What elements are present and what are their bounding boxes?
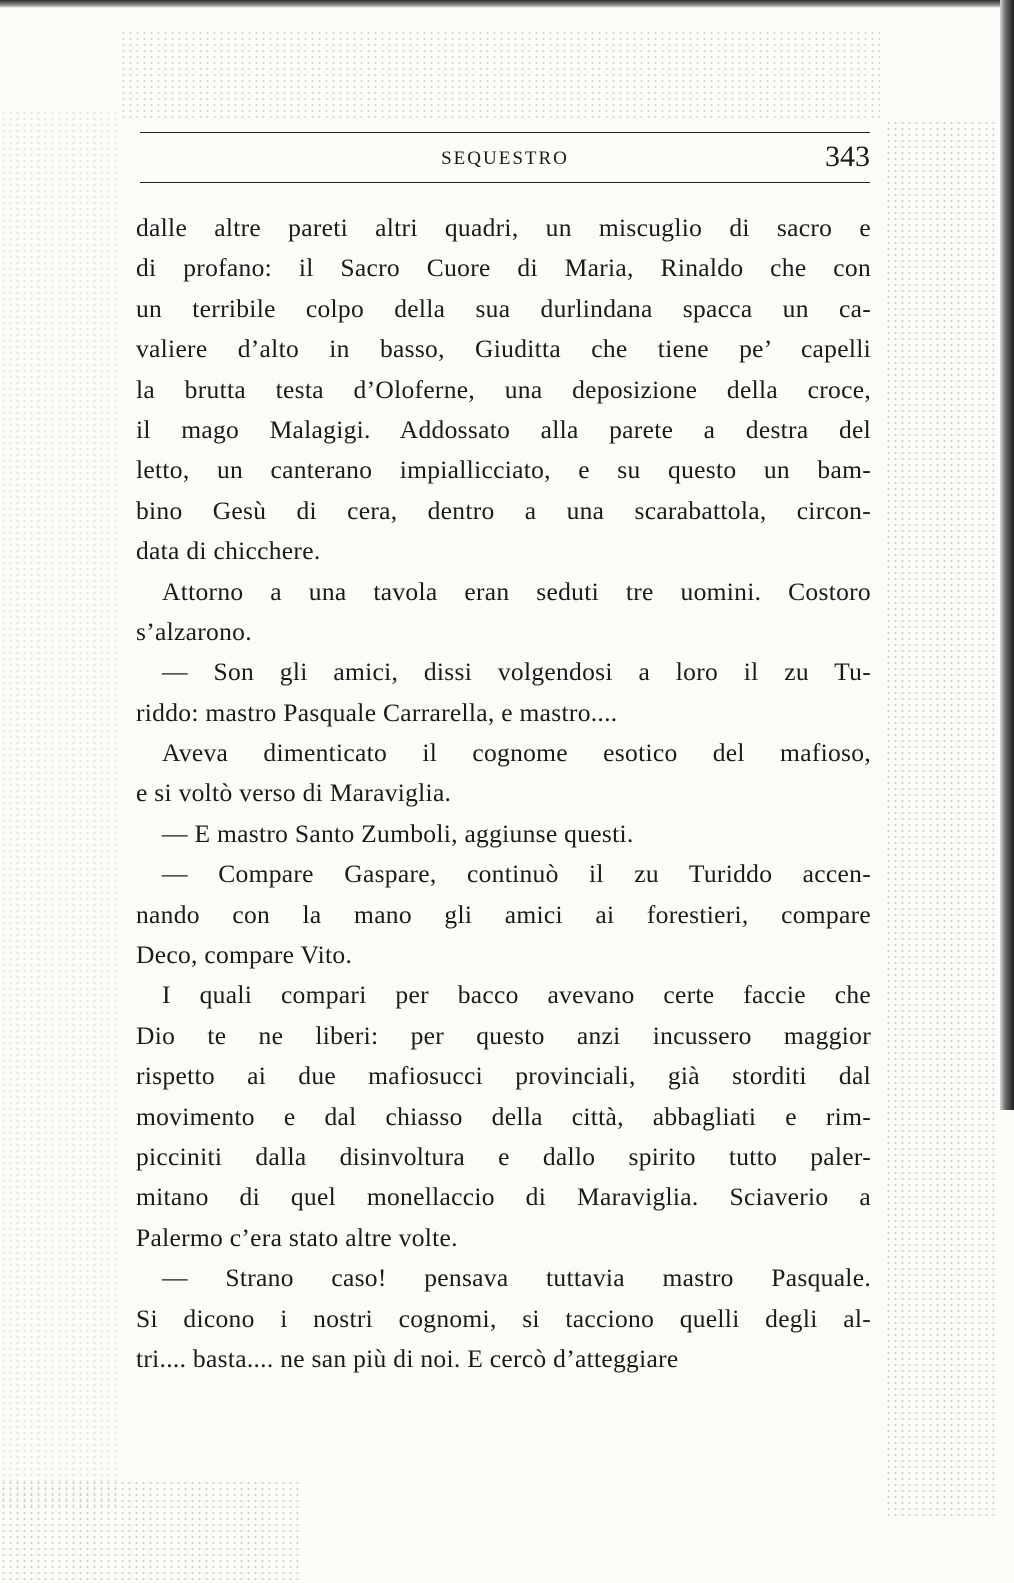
text-line: Palermo c’era stato altre volte. [136,1222,458,1252]
header-rule-bottom [140,182,870,183]
scan-binding-edge [1000,0,1014,1110]
text-line: — Son gli amici, dissi volgendosi a loro il zu Tu- [162,657,871,687]
paragraph [136,814,871,854]
text-line: di profano: il Sacro Cuore di Maria, Rinaldo che con [136,253,871,283]
text-line: Attorno a una tavola eran seduti tre uomini. Costoro [162,576,871,606]
text-line: rispetto ai due mafiosucci provinciali, già storditi dal [136,1061,871,1091]
text-line: movimento e dal chiasso della città, abbagliati e rim- [136,1101,871,1131]
paragraph [136,975,871,1258]
paragraph [136,733,871,814]
text-line: Si dicono i nostri cognomi, si tacciono quelli degli al- [136,1303,871,1333]
text-line: data di chicchere. [136,536,321,566]
text-line: — E mastro Santo Zumboli, aggiunse questi. [162,818,634,848]
scan-noise-left [0,110,120,1510]
running-head [140,140,870,178]
text-line: un terribile colpo della sua durlindana spacca un ca- [136,293,871,323]
text-line: valiere d’alto in basso, Giuditta che tiene pe’ capelli [136,334,871,364]
text-line: picciniti dalla disinvoltura e dallo spirito tutto paler- [136,1141,871,1171]
paragraph [136,208,871,572]
page-number: 343 [825,140,870,173]
text-line: riddo: mastro Pasquale Carrarella, e mastro.... [136,697,618,727]
text-line: mitano di quel monellaccio di Maraviglia. Sciaverio a [136,1182,871,1212]
text-line: Aveva dimenticato il cognome esotico del mafioso, [162,738,871,768]
text-line: letto, un canterano impiallicciato, e su questo un bam- [136,455,871,485]
text-line: — Strano caso! pensava tuttavia mastro Pasquale. [162,1263,871,1293]
text-line: dalle altre pareti altri quadri, un miscuglio di sacro e [136,213,871,242]
text-line: Deco, compare Vito. [136,940,353,970]
text-line: s’alzarono. [136,616,252,646]
text-line: — Compare Gaspare, continuò il zu Turiddo accen- [162,859,871,889]
text-line: la brutta testa d’Oloferne, una deposizione della croce, [136,374,871,404]
text-line: nando con la mano gli amici ai forestieri, compare [136,899,871,929]
body-text [136,208,871,1379]
text-line: e si voltò verso di Maraviglia. [136,778,452,808]
paragraph [136,572,871,653]
paragraph [136,652,871,733]
text-line: bino Gesù di cera, dentro a una scarabattola, circon- [136,495,871,525]
text-line: il mago Malagigi. Addossato alla parete a destra del [136,414,871,444]
paragraph [136,1258,871,1379]
scan-noise-top [120,30,880,120]
scan-noise-right [885,120,995,1520]
running-title: SEQUESTRO [441,148,569,169]
text-line: I quali compari per bacco avevano certe faccie che [162,980,871,1010]
paragraph [136,854,871,975]
text-line: tri.... basta.... ne san più di noi. E cercò d’atteggiare [136,1343,679,1373]
scan-top-edge [0,0,1014,8]
header-rule-top [140,132,870,133]
scan-noise-bottom [0,1480,300,1583]
text-line: Dio te ne liberi: per questo anzi incussero maggior [136,1020,871,1050]
